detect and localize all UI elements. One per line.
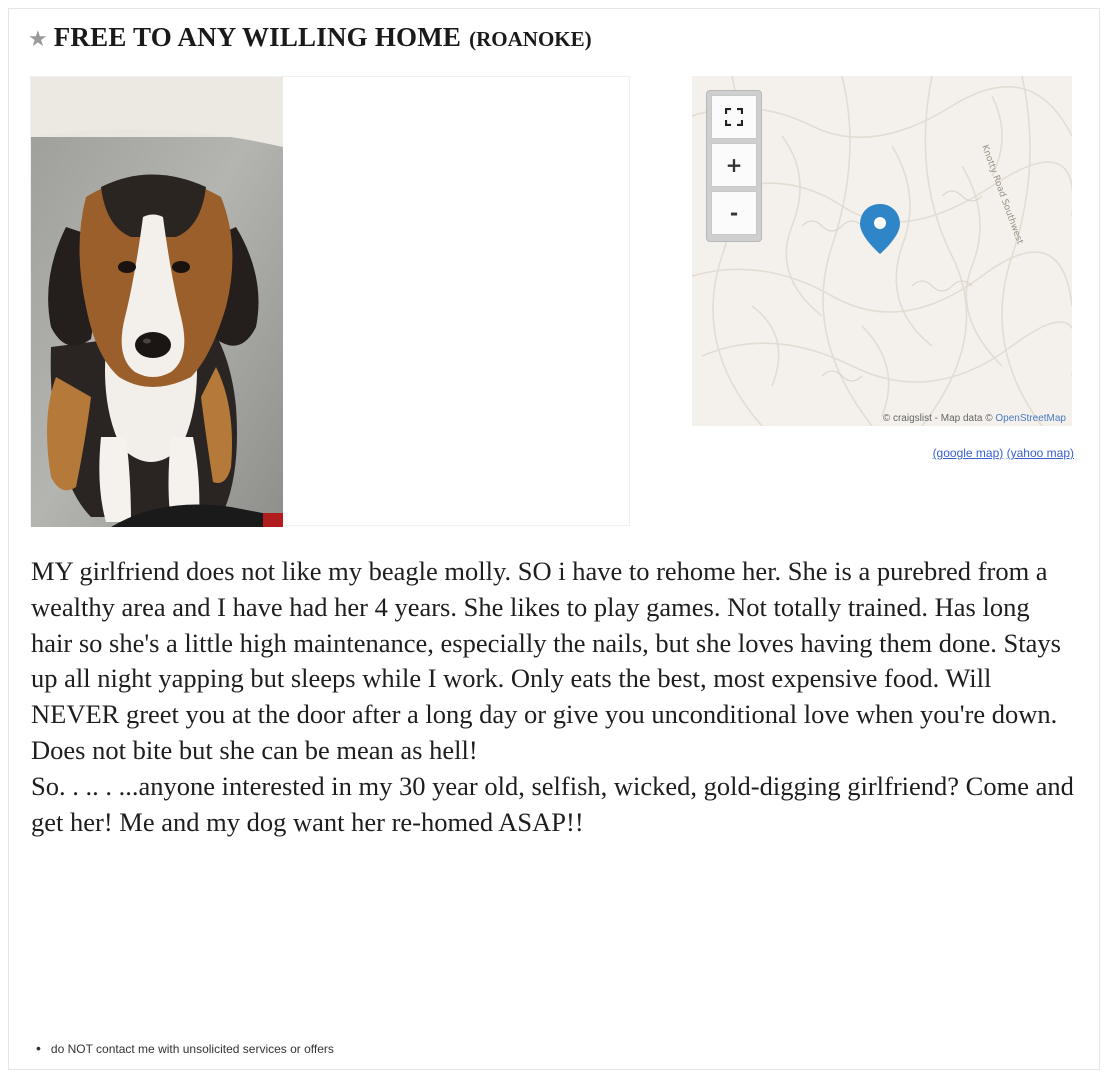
map-pin-icon[interactable] (860, 204, 900, 254)
fullscreen-icon[interactable] (711, 95, 757, 139)
location-map[interactable] (692, 76, 1072, 426)
map-attribution-text: © craigslist - Map data © (882, 413, 996, 424)
osm-link[interactable]: OpenStreetMap (995, 413, 1066, 424)
star-icon[interactable]: ★ (28, 27, 48, 52)
map-attribution (883, 413, 1066, 424)
notice-item: • do NOT contact me with unsolicited services or offers (36, 1040, 334, 1056)
yahoo-map-link[interactable]: (yahoo map) (1006, 446, 1074, 460)
external-map-links (933, 446, 1074, 460)
dog-photo[interactable] (31, 77, 283, 527)
posting-paragraph: MY girlfriend does not like my beagle molly. SO i have to rehome her. She is a purebred from a wealthy area and I have had her 4 years. She likes to play games. Not totally trained. Has long hair so she's a little high maintenance, especially the nails, but she loves having them done. Stays up all night yapping but sleeps while I work. Only eats the best, most expensive food. Will NEVER greet you at the door after a long day or give you unconditional love when you're down. Does not bite but she can be mean as hell! (31, 556, 1061, 765)
posting-title: FREE TO ANY WILLING HOME (53, 22, 462, 52)
zoom-out-button[interactable]: - (711, 191, 757, 235)
zoom-in-button[interactable]: + (711, 143, 757, 187)
posting-title-row (28, 22, 592, 56)
google-map-link[interactable]: (google map) (932, 446, 1004, 460)
map-road-label: Knotty Road Southwest (979, 143, 1025, 246)
posting-body (31, 554, 1076, 840)
image-gallery (30, 76, 630, 526)
posting-paragraph: So. . .. . ...anyone interested in my 30 year old, selfish, wicked, gold-digging girlfriend? Come and get her! Me and my dog want her re-homed ASAP!! (31, 770, 1074, 837)
posting-location: (ROANOKE) (469, 27, 592, 51)
notices-list (36, 1040, 334, 1056)
map-controls (706, 90, 762, 242)
